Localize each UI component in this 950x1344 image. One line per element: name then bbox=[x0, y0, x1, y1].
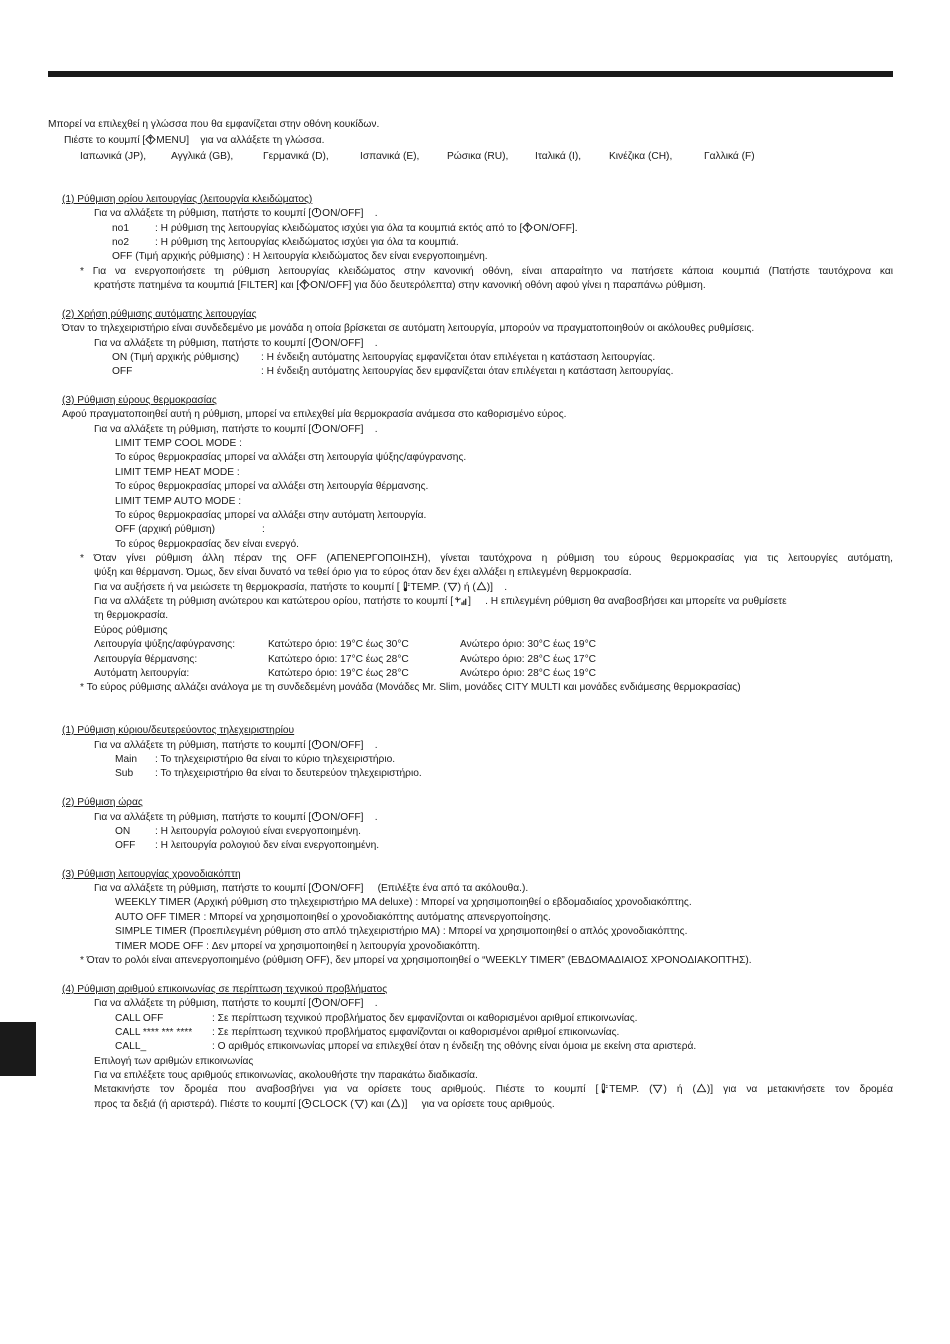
range-upper: Ανώτερο όριο: 28°C έως 19°C bbox=[460, 668, 597, 679]
range-mode: Αυτόματη λειτουργία: bbox=[94, 668, 190, 679]
onoff-button-icon bbox=[311, 423, 322, 438]
header-rule bbox=[48, 71, 893, 77]
call-value: : Ο αριθμός επικοινωνίας μπορεί να επιλεχθεί όταν η ένδειξη της οθόνης είναι όμοια με εκείνη στα αριστερά. bbox=[212, 1041, 697, 1052]
note-line bbox=[94, 279, 706, 294]
option-key: no1 bbox=[112, 223, 129, 234]
range-lower: Κατώτερο όριο: 19°C έως 28°C bbox=[268, 668, 409, 679]
mv-pre: Μετακινήστε τον δρομέα που αναβοσβήνει για να ορίσετε τους αριθμούς. Πιέστε το κουμπί [ bbox=[94, 1084, 599, 1095]
onoff-label: ON/OFF] bbox=[322, 424, 364, 435]
up-triangle-icon bbox=[696, 1083, 707, 1098]
onoff-label: ON/OFF] bbox=[322, 338, 364, 349]
language-option: Ιαπωνικά (JP), bbox=[80, 151, 147, 162]
onoff-button-icon bbox=[311, 207, 322, 222]
thermometer-icon bbox=[598, 1083, 609, 1098]
language-option: Ισπανικά (E), bbox=[360, 151, 420, 162]
mode-desc: Το εύρος θερμοκρασίας μπορεί να αλλάξει στην αυτόματη λειτουργία. bbox=[115, 510, 427, 521]
option-key: OFF bbox=[115, 840, 136, 851]
temp-label: TEMP. ( bbox=[609, 1084, 653, 1095]
onoff-label: ON/OFF] bbox=[322, 208, 364, 219]
option-key: ON bbox=[115, 826, 131, 837]
option-key: OFF bbox=[112, 366, 133, 377]
call-value: : Σε περίπτωση τεχνικού προβλήματος εμφανίζονται οι καθορισμένοι αριθμοί επικοινωνίας. bbox=[212, 1027, 620, 1038]
note-line: * Το εύρος ρύθμισης αλλάζει ανάλογα με τη συνδεδεμένη μονάδα (Μονάδες Mr. Slim, μονάδες CITY MULTI και μονάδες ενδιάμεσης θερμοκρασίας) bbox=[80, 682, 741, 693]
range-mode: Λειτουργία θέρμανσης: bbox=[94, 654, 198, 665]
section-title: (3) Ρύθμιση εύρους θερμοκρασίας bbox=[62, 395, 217, 406]
onoff-button-icon bbox=[311, 811, 322, 826]
mode-key: LIMIT TEMP AUTO MODE : bbox=[115, 496, 242, 507]
onoff-button-icon bbox=[311, 337, 322, 352]
temp-label: TEMP. ( bbox=[410, 582, 447, 593]
section-intro: Όταν το τηλεχειριστήριο είναι συνδεδεμένο με μονάδα η οποία βρίσκεται σε αυτόματη λειτουργία, μπορούν να πραγματοποιηθούν οι ακόλουθες ρυθμίσεις. bbox=[62, 323, 755, 334]
down-triangle-icon bbox=[447, 581, 458, 596]
section-title: (1) Ρύθμιση ορίου λειτουργίας (λειτουργία κλειδώματος) bbox=[62, 194, 313, 205]
lim-pre: Για να αλλάξετε τη ρύθμιση ανώτερου και κατώτερου ορίου, πατήστε το κουμπί [ bbox=[94, 596, 454, 607]
section-title: (1) Ρύθμιση κύριου/δευτερεύοντος τηλεχειριστηρίου bbox=[62, 725, 295, 736]
change-instruction bbox=[94, 207, 378, 222]
mode-desc: Το εύρος θερμοκρασίας μπορεί να αλλάξει στη λειτουργία θέρμανσης. bbox=[115, 481, 429, 492]
note-line: * Για να ενεργοποιήσετε τη ρύθμιση λειτουργίας κλειδώματος στην κανονική οθόνη, είναι απαραίτητο να πατήσετε κάποια κουμπιά (Πατήστε ταυτόχρονα και bbox=[80, 266, 893, 277]
menu-button-icon bbox=[299, 279, 310, 294]
up-triangle-icon bbox=[390, 1098, 401, 1113]
inc-end: )] bbox=[486, 582, 493, 593]
onoff-label: ON/OFF] bbox=[322, 812, 364, 823]
inc-pre: Για να αυξήσετε ή να μειώσετε τη θερμοκρασία, πατήστε το κουμπί [ bbox=[94, 582, 400, 593]
change-instruction bbox=[94, 423, 378, 438]
no1-end: ON/OFF]. bbox=[533, 223, 578, 234]
range-heading: Εύρος ρύθμισης bbox=[94, 625, 168, 636]
dot: . bbox=[374, 424, 378, 435]
language-option: Κινέζικα (CH), bbox=[609, 151, 673, 162]
move-instruction-cont bbox=[94, 1098, 555, 1113]
down-triangle-icon bbox=[652, 1083, 663, 1098]
dot: . bbox=[374, 208, 378, 219]
note-pre: κρατήστε πατημένα τα κουμπιά [FILTER] και [ bbox=[94, 280, 300, 291]
mv2-pre: προς τα δεξιά (ή αριστερά). Πιέστε το κουμπί [ bbox=[94, 1099, 302, 1110]
option-key: Sub bbox=[115, 768, 134, 779]
dot: . bbox=[374, 812, 378, 823]
onoff-label: ON/OFF] bbox=[322, 740, 364, 751]
note-line: * Όταν γίνει ρύθμιση άλλη πέραν της OFF (ΑΠΕΝΕΡΓΟΠΟΙΗΣΗ), γίνεται ταυτόχρονα η ρύθμιση του εύρους θερμοκρασίας για τις λειτουργίες αυτόματη, bbox=[80, 553, 893, 564]
onoff-button-icon bbox=[311, 739, 322, 754]
language-press-line bbox=[64, 134, 324, 149]
option-value: : Το τηλεχειριστήριο θα είναι το κύριο τηλεχειριστήριο. bbox=[155, 754, 396, 765]
onoff-button-icon bbox=[311, 882, 322, 897]
change-instruction bbox=[94, 337, 378, 352]
dot: . bbox=[504, 582, 508, 593]
call-key: CALL **** *** **** bbox=[115, 1027, 193, 1038]
change-pre: Για να αλλάξετε τη ρύθμιση, πατήστε το κουμπί [ bbox=[94, 208, 312, 219]
temp-instruction bbox=[94, 581, 507, 596]
mv2-post: για να ορίσετε τους αριθμούς. bbox=[421, 1099, 555, 1110]
lim-post: . Η επιλεγμένη ρύθμιση θα αναβοσβήσει και μπορείτε να ρυθμίσετε bbox=[485, 596, 787, 607]
menu-button-label: MENU] bbox=[156, 135, 190, 146]
language-option: Ρώσικα (RU), bbox=[447, 151, 509, 162]
call-key: CALL_ bbox=[115, 1041, 147, 1052]
call-value: : Σε περίπτωση τεχνικού προβλήματος δεν εμφανίζονται οι καθορισμένοι αριθμοί επικοινωνίας. bbox=[212, 1013, 638, 1024]
select-text: Για να επιλέξετε τους αριθμούς επικοινωνίας, ακολουθήστε την παρακάτω διαδικασία. bbox=[94, 1070, 478, 1081]
note-line: * Όταν το ρολόι είναι απενεργοποιημένο (ρύθμιση OFF), δεν μπορεί να χρησιμοποιηθεί ο “WEEKLY TIMER” (ΕΒΔΟΜΑΔΙΑΙΟΣ ΧΡΟΝΟΔΙΑΚΟΠΤΗΣ). bbox=[80, 955, 752, 966]
language-option: Αγγλικά (GB), bbox=[171, 151, 234, 162]
option-value: : Η ένδειξη αυτόματης λειτουργίας δεν εμφανίζεται όταν επιλέγεται η κατάσταση λειτουργίας. bbox=[261, 366, 674, 377]
mode-key: LIMIT TEMP COOL MODE : bbox=[115, 438, 242, 449]
onoff-label: ON/OFF] bbox=[322, 998, 364, 1009]
change-instruction bbox=[94, 882, 528, 897]
option-value: : Η λειτουργία ρολογιού είναι ενεργοποιημένη. bbox=[155, 826, 361, 837]
range-mode: Λειτουργία ψύξης/αφύγρανσης: bbox=[94, 639, 236, 650]
option-value: : Η λειτουργία ρολογιού δεν είναι ενεργοποιημένη. bbox=[155, 840, 380, 851]
fan-speed-icon bbox=[453, 595, 468, 610]
range-lower: Κατώτερο όριο: 19°C έως 30°C bbox=[268, 639, 409, 650]
section-title: (2) Χρήση ρύθμισης αυτόματης λειτουργίας bbox=[62, 309, 257, 320]
change-pre: Για να αλλάξετε τη ρύθμιση, πατήστε το κουμπί [ bbox=[94, 338, 312, 349]
clock-icon bbox=[301, 1098, 312, 1113]
press-pre: Πιέστε το κουμπί [ bbox=[64, 135, 146, 146]
dot: . bbox=[374, 998, 378, 1009]
clock-label: CLOCK ( bbox=[312, 1099, 354, 1110]
dot: . bbox=[374, 740, 378, 751]
onoff-label: ON/OFF] bbox=[322, 883, 364, 894]
mode-colon: : bbox=[262, 524, 265, 535]
menu-button-icon bbox=[522, 222, 533, 237]
timer-option: TIMER MODE OFF : Δεν μπορεί να χρησιμοποιηθεί η λειτουργία χρονοδιακόπτη. bbox=[115, 941, 481, 952]
change-pre: Για να αλλάξετε τη ρύθμιση, πατήστε το κουμπί [ bbox=[94, 424, 312, 435]
dot: . bbox=[374, 338, 378, 349]
change-instruction bbox=[94, 739, 378, 754]
timer-option: AUTO OFF TIMER : Μπορεί να χρησιμοποιηθεί ο χρονοδιακόπτης αυτόματης απενεργοποίησης. bbox=[115, 912, 551, 923]
mode-key: OFF (αρχική ρύθμιση) bbox=[115, 524, 215, 535]
change-pre: Για να αλλάξετε τη ρύθμιση, πατήστε το κουμπί [ bbox=[94, 812, 312, 823]
up-triangle-icon bbox=[476, 581, 487, 596]
language-option: Γαλλικά (F) bbox=[704, 151, 755, 162]
onoff-button-icon bbox=[311, 997, 322, 1012]
mode-desc: Το εύρος θερμοκρασίας δεν είναι ενεργό. bbox=[115, 539, 299, 550]
section-title: (2) Ρύθμιση ώρας bbox=[62, 797, 143, 808]
mode-key: LIMIT TEMP HEAT MODE : bbox=[115, 467, 240, 478]
lim-end: ] bbox=[468, 596, 471, 607]
option-key: ON (Τιμή αρχικής ρύθμισης) bbox=[112, 352, 240, 363]
menu-button-icon bbox=[145, 134, 156, 149]
language-option: Ιταλικά (I), bbox=[535, 151, 582, 162]
timer-option: WEEKLY TIMER (Αρχική ρύθμιση στο τηλεχειριστήριο MA deluxe) : Μπορεί να χρησιμοποιηθεί ο εβδομαδιαίος χρονοδιακόπτης. bbox=[115, 897, 692, 908]
section-intro: Αφού πραγματοποιηθεί αυτή η ρύθμιση, μπορεί να επιλεχθεί μία θερμοκρασία ανάμεσα στο καθορισμένο εύρος. bbox=[62, 409, 567, 420]
limit-instruction-cont: τη θερμοκρασία. bbox=[94, 610, 169, 621]
press-post: για να αλλάξετε τη γλώσσα. bbox=[200, 135, 325, 146]
language-intro: Μπορεί να επιλεχθεί η γλώσσα που θα εμφανίζεται στην οθόνη κουκίδων. bbox=[48, 119, 380, 130]
change-pre: Για να αλλάξετε τη ρύθμιση, πατήστε το κουμπί [ bbox=[94, 740, 312, 751]
range-lower: Κατώτερο όριο: 17°C έως 28°C bbox=[268, 654, 409, 665]
limit-instruction bbox=[94, 595, 787, 610]
change-instruction bbox=[94, 811, 378, 826]
change-pre: Για να αλλάξετε τη ρύθμιση, πατήστε το κουμπί [ bbox=[94, 883, 312, 894]
mv2-mid: ) και ( bbox=[364, 1099, 391, 1110]
option-key: no2 bbox=[112, 237, 129, 248]
choose-text: (Επιλέξτε ένα από τα ακόλουθα.). bbox=[377, 883, 529, 894]
section-title: (3) Ρύθμιση λειτουργίας χρονοδιακόπτη bbox=[62, 869, 241, 880]
language-option: Γερμανικά (D), bbox=[263, 151, 329, 162]
thermometer-icon bbox=[400, 581, 411, 596]
change-instruction bbox=[94, 997, 378, 1012]
note-line: ψύξη και θέρμανση. Όμως, δεν είναι δυνατό να τεθεί όριο για το εύρος όταν δεν έχει αλλάξει η επιλεγμένη θερμοκρασία. bbox=[94, 567, 632, 578]
change-pre: Για να αλλάξετε τη ρύθμιση, πατήστε το κουμπί [ bbox=[94, 998, 312, 1009]
mv-end: )] bbox=[706, 1084, 714, 1095]
option-value: : Η ένδειξη αυτόματης λειτουργίας εμφανίζεται όταν επιλέγεται η κατάσταση λειτουργίας. bbox=[261, 352, 656, 363]
down-triangle-icon bbox=[354, 1098, 365, 1113]
inc-mid: ) ή ( bbox=[457, 582, 476, 593]
option-key: Main bbox=[115, 754, 138, 765]
move-instruction bbox=[94, 1083, 893, 1098]
mv-mid: ) ή ( bbox=[663, 1084, 696, 1095]
option-value: : Η ρύθμιση της λειτουργίας κλειδώματος ισχύει για όλα τα κουμπιά. bbox=[155, 237, 459, 248]
call-key: CALL OFF bbox=[115, 1013, 164, 1024]
option-off: OFF (Τιμή αρχικής ρύθμισης) : Η λειτουργία κλειδώματος δεν είναι ενεργοποιημένη. bbox=[112, 251, 488, 262]
timer-option: SIMPLE TIMER (Προεπιλεγμένη ρύθμιση στο απλό τηλεχειριστήριο MA) : Μπορεί να χρησιμοποιηθεί ο απλός χρονοδιακόπτης. bbox=[115, 926, 688, 937]
side-tab-marker bbox=[0, 1022, 36, 1076]
option-value bbox=[155, 222, 578, 237]
note-post: ON/OFF] για δύο δευτερόλεπτα) στην κανονική οθόνη αφού γίνει η παραπάνω ρύθμιση. bbox=[310, 280, 706, 291]
mode-desc: Το εύρος θερμοκρασίας μπορεί να αλλάξει στη λειτουργία ψύξης/αφύγρανσης. bbox=[115, 452, 467, 463]
mv-post: για να μετακινήσετε τον δρομέα bbox=[723, 1084, 893, 1095]
range-upper: Ανώτερο όριο: 30°C έως 19°C bbox=[460, 639, 597, 650]
no1-text: : Η ρύθμιση της λειτουργίας κλειδώματος ισχύει για όλα τα κουμπιά εκτός από το [ bbox=[155, 223, 523, 234]
section-title: (4) Ρύθμιση αριθμού επικοινωνίας σε περίπτωση τεχνικού προβλήματος bbox=[62, 984, 388, 995]
mv2-end: )] bbox=[401, 1099, 408, 1110]
select-heading: Επιλογή των αριθμών επικοινωνίας bbox=[94, 1056, 254, 1067]
range-upper: Ανώτερο όριο: 28°C έως 17°C bbox=[460, 654, 597, 665]
option-value: : Το τηλεχειριστήριο θα είναι το δευτερεύον τηλεχειριστήριο. bbox=[155, 768, 422, 779]
